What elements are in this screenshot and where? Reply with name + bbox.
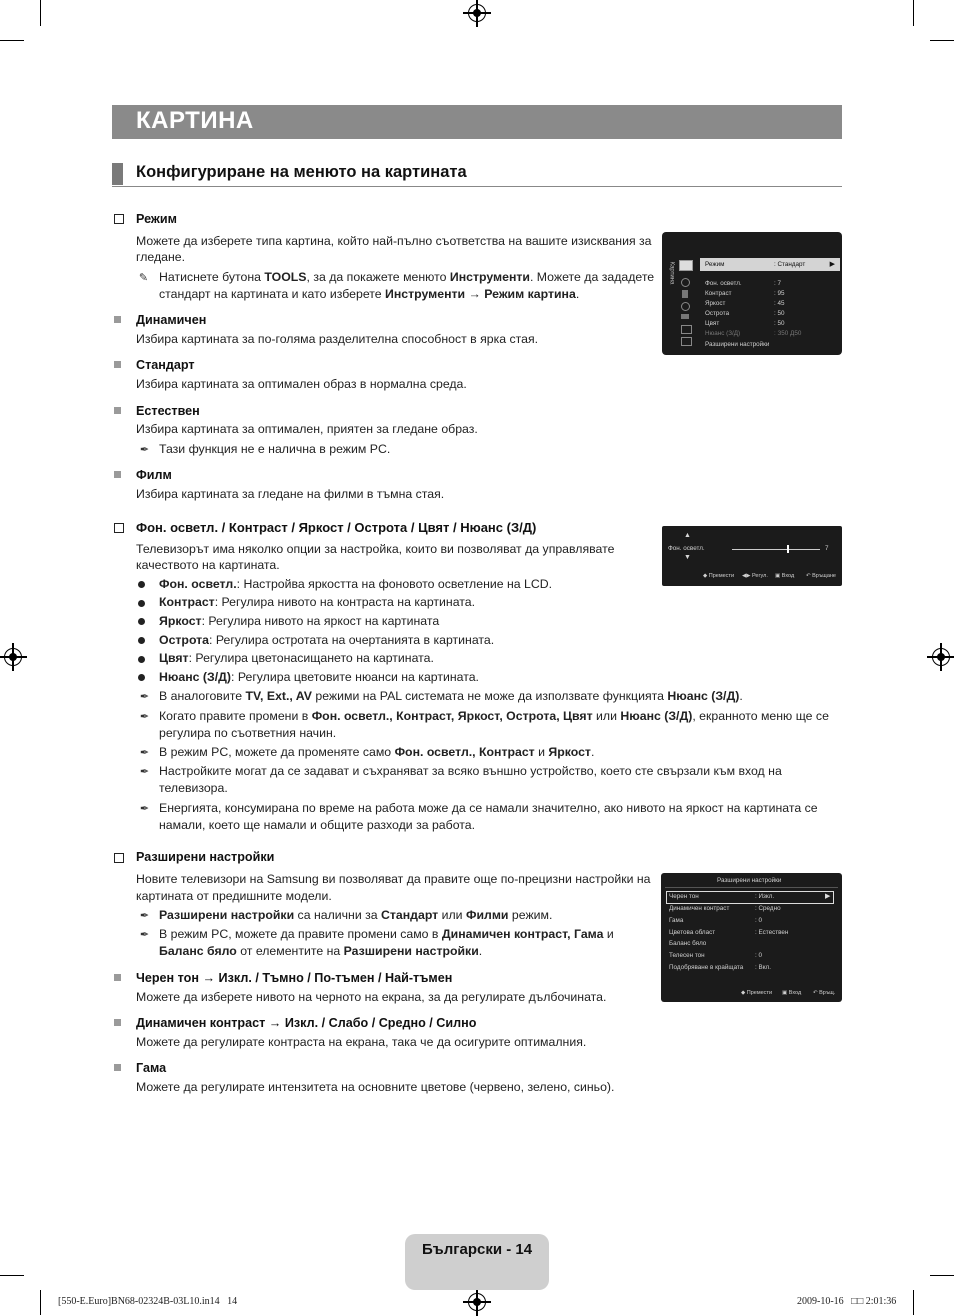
menu-row[interactable]: Динамичен контраст — [669, 905, 730, 912]
note-icon: ✒ — [139, 765, 150, 778]
crop-mark — [0, 1275, 24, 1276]
advanced-note: В режим PC, можете да правите промени само в Динамичен контраст, Гама и — [159, 927, 614, 941]
sound-menu-icon — [681, 278, 690, 287]
adjust-note: Енергията, консумирана по време на работа може да се намали значително, ако нивото на яркост на картината се — [159, 801, 818, 815]
application-menu-icon — [681, 325, 692, 334]
slider-handle[interactable] — [787, 545, 789, 553]
mode-desc-line2: гледане. — [136, 250, 186, 264]
registration-mark-icon — [932, 648, 950, 666]
advanced-desc-line1: Новите телевизори на Samsung ви позволяват да правите още по-прецизни настройки на — [136, 872, 651, 886]
note-icon: ✒ — [139, 909, 150, 922]
adjust-bullet: Острота: Регулира остротата на очертанията в картината. — [159, 633, 495, 647]
slider-track[interactable] — [732, 549, 820, 550]
menu-row-value: : 50 — [774, 310, 785, 317]
adjust-desc-line2: качеството на картината. — [136, 558, 280, 572]
advanced-desc-line2: картината от предишните модели. — [136, 889, 332, 903]
mode-item-desc: Избира картината за по-голяма разделителна способност в ярка стая. — [136, 332, 539, 346]
menu-row-value: : Средно — [755, 905, 781, 912]
note-icon: ✒ — [139, 928, 150, 941]
note-icon: ✒ — [139, 710, 150, 723]
mode-item-name: Филм — [136, 468, 172, 482]
section-divider — [112, 186, 842, 187]
note-icon: ✒ — [139, 746, 150, 759]
note-icon: ✒ — [139, 443, 150, 456]
menu-row-selected[interactable]: Режим : Стандарт ▶ — [700, 258, 840, 271]
setup-menu-icon — [681, 302, 690, 311]
support-menu-icon — [681, 337, 692, 346]
page-number: Български - 14 — [422, 1241, 533, 1258]
section-title: Конфигуриране на менюто на картината — [136, 163, 467, 181]
menu-row-value: : 0 — [755, 917, 763, 924]
arrow-right-icon: ▶ — [825, 893, 831, 900]
mode-desc-line1: Можете да изберете типа картина, който най-пълно съответства на вашите изисквания за — [136, 234, 652, 248]
list-bullet-icon — [114, 407, 121, 414]
menu-side-label: Картина — [668, 261, 675, 285]
hint-adjust: ◀▶ Регул. — [742, 573, 768, 579]
adjust-note-cont: намали, което ще намали и общите разходи за работа. — [159, 818, 476, 832]
menu-row[interactable]: Цветова област — [669, 929, 716, 936]
page-title: КАРТИНА — [136, 107, 254, 134]
menu-row[interactable]: Баланс бяло — [669, 940, 707, 947]
advanced-item-name: Динамичен контраст → Изкл. / Слабо / Средно / Силно — [136, 1016, 477, 1030]
screen-title: Разширени настройки — [717, 877, 782, 884]
menu-row-value: : 95 — [774, 290, 785, 297]
print-info-left: [550-E.Euro]BN68-02324B-03L10.in14 14 — [58, 1296, 238, 1307]
list-bullet-icon — [114, 471, 121, 478]
advanced-heading: Разширени настройки — [136, 850, 275, 864]
adjust-note: Настройките могат да се задават и съхраняват за всяко външно устройство, което сте свързали към вход на — [159, 764, 782, 778]
adjust-note-cont: телевизора. — [159, 781, 228, 795]
bullet-dot-icon — [138, 674, 145, 681]
advanced-item-name: Черен тон → Изкл. / Тъмно / По-тъмен / Най-тъмен — [136, 971, 453, 985]
advanced-note-cont: Баланс бяло от елементите на Разширени настройки. — [159, 944, 483, 958]
hint-move: ◆ Премести — [703, 573, 735, 579]
hint-return: ↶ Връщ. — [813, 990, 836, 996]
arrow-down-icon: ▼ — [684, 554, 691, 561]
adjust-bullet: Фон. осветл.: Настройва яркостта на фоновото осветление на LCD. — [159, 577, 553, 591]
arrow-up-icon: ▲ — [684, 532, 691, 539]
picture-menu-icon — [679, 260, 693, 271]
advanced-note: Разширени настройки са налични за Стандарт или Филми режим. — [159, 908, 553, 922]
list-bullet-icon — [114, 974, 121, 981]
arrow-right-icon: ▶ — [829, 261, 835, 268]
adjust-bullet: Цвят: Регулира цветонасищането на картината. — [159, 651, 434, 665]
tv-advanced-settings-screen — [661, 873, 842, 1002]
menu-row[interactable]: Гама — [669, 917, 684, 924]
adjust-bullet: Контраст: Регулира нивото на контраста на картината. — [159, 595, 476, 609]
adjust-bullet: Нюанс (З/Д): Регулира цветовите нюанси на картината. — [159, 670, 479, 684]
menu-row[interactable]: Телесен тон — [669, 952, 705, 959]
note-icon: ✒ — [139, 690, 150, 703]
menu-row[interactable]: Цвят — [705, 320, 720, 327]
mode-item-desc: Избира картината за оптимален, приятен за гледане образ. — [136, 422, 478, 436]
hint-return: ↶ Връщане — [806, 573, 836, 579]
crop-mark — [40, 0, 41, 26]
menu-row-disabled: Нюанс (З/Д) — [705, 330, 741, 337]
channel-menu-icon — [682, 290, 688, 298]
bullet-dot-icon — [138, 618, 145, 625]
crop-mark — [913, 0, 914, 26]
menu-row-value: : Изкл. — [755, 893, 775, 900]
crop-mark — [913, 1290, 914, 1315]
menu-row-value: : 50 — [774, 320, 785, 327]
input-menu-icon — [681, 314, 689, 319]
registration-mark-icon — [468, 4, 486, 22]
list-bullet-icon — [114, 1064, 121, 1071]
slider-label: Фон. осветл. — [668, 545, 705, 552]
page-title-bar — [112, 105, 842, 139]
screen-title-divider — [665, 887, 838, 888]
hint-enter: ▣ Вход — [775, 573, 795, 579]
list-bullet-icon — [114, 316, 121, 323]
crop-mark — [930, 1275, 954, 1276]
list-bullet-icon — [114, 361, 121, 368]
tools-remote-icon: ✎ — [138, 271, 149, 284]
tv-backlight-slider-screen — [662, 526, 842, 586]
adjust-bullet: Яркост: Регулира нивото на яркост на картината — [159, 614, 440, 628]
advanced-item-desc: Можете да регулирате контраста на екрана, така че да осигурите оптималния. — [136, 1035, 587, 1049]
adjust-heading: Фон. осветл. / Контраст / Яркост / Острота / Цвят / Нюанс (З/Д) — [136, 520, 537, 535]
mode-item-desc: Избира картината за оптимален образ в нормална среда. — [136, 377, 467, 391]
advanced-item-desc: Можете да регулирате интензитета на основните цветове (червено, зелено, синьо). — [136, 1080, 615, 1094]
menu-row[interactable]: Контраст — [705, 290, 732, 297]
mode-heading: Режим — [136, 212, 177, 226]
bullet-dot-icon — [138, 600, 145, 607]
slider-value: 7 — [825, 545, 829, 552]
bullet-dot-icon — [138, 581, 145, 588]
note-icon: ✒ — [139, 802, 150, 815]
menu-row-value: : 0 — [755, 952, 763, 959]
mode-tools-note-line1: Натиснете бутона TOOLS, за да покажете менюто Инструменти. Можете да зададете — [159, 270, 655, 284]
menu-row[interactable]: Яркост — [705, 300, 726, 307]
advanced-item-name: Гама — [136, 1061, 167, 1075]
menu-row[interactable]: Черен тон — [669, 893, 699, 900]
mode-item-name: Динамичен — [136, 313, 207, 327]
menu-row[interactable]: Острота — [705, 310, 730, 317]
mode-item-name: Стандарт — [136, 358, 195, 372]
section-marker — [112, 163, 123, 185]
adjust-note: В аналоговите TV, Ext., AV режими на PAL системата не може да използвате функцията Нюанс (З/Д). — [159, 689, 743, 703]
crop-mark — [40, 1290, 41, 1315]
bullet-dot-icon — [138, 637, 145, 644]
tv-picture-menu-screen — [662, 232, 842, 355]
mode-item-desc: Избира картината за гледане на филми в тъмна стая. — [136, 487, 445, 501]
adjust-note: Когато правите промени в Фон. осветл., Контраст, Яркост, Острота, Цвят или Нюанс (З/Д), екранното меню ще се — [159, 709, 829, 723]
menu-row[interactable]: Подобряване в крайщата — [669, 964, 744, 971]
registration-mark-icon — [4, 648, 22, 666]
menu-row-value: : З50 Д50 — [774, 330, 802, 337]
crop-mark — [0, 40, 24, 41]
menu-row-value: : Вкл. — [755, 964, 771, 971]
hint-enter: ▣ Вход — [782, 990, 802, 996]
page-number-tab — [405, 1234, 549, 1290]
hint-move: ◆ Премести — [741, 990, 773, 996]
menu-row-value: : 45 — [774, 300, 785, 307]
adjust-note-cont: регулира по съответния начин. — [159, 726, 337, 740]
crop-mark — [930, 40, 954, 41]
adjust-note: В режим PC, можете да променяте само Фон. осветл., Контраст и Яркост. — [159, 745, 595, 759]
natural-note: Тази функция не е налична в режим PC. — [159, 442, 391, 456]
menu-row-value: : Естествен — [755, 929, 789, 936]
menu-row-value: : 7 — [774, 280, 782, 287]
checkbox-bullet-icon — [114, 214, 124, 224]
checkbox-bullet-icon — [114, 853, 124, 863]
bullet-dot-icon — [138, 656, 145, 663]
menu-row[interactable]: Разширени настройки — [705, 341, 770, 348]
registration-mark-icon — [468, 1293, 486, 1311]
print-info-right: 2009-10-16 □□ 2:01:36 — [797, 1296, 897, 1307]
advanced-item-desc: Можете да изберете нивото на черното на екрана, за да регулирате дълбочината. — [136, 990, 607, 1004]
adjust-desc-line1: Телевизорът има няколко опции за настройка, които ви позволяват да управлявате — [136, 542, 615, 556]
list-bullet-icon — [114, 1019, 121, 1026]
mode-item-name: Естествен — [136, 404, 200, 418]
menu-row[interactable]: Фон. осветл. — [705, 280, 742, 287]
checkbox-bullet-icon — [114, 523, 124, 533]
mode-tools-note-line2: стандарт на картината и като изберете Инструменти → Режим картина. — [159, 287, 580, 301]
